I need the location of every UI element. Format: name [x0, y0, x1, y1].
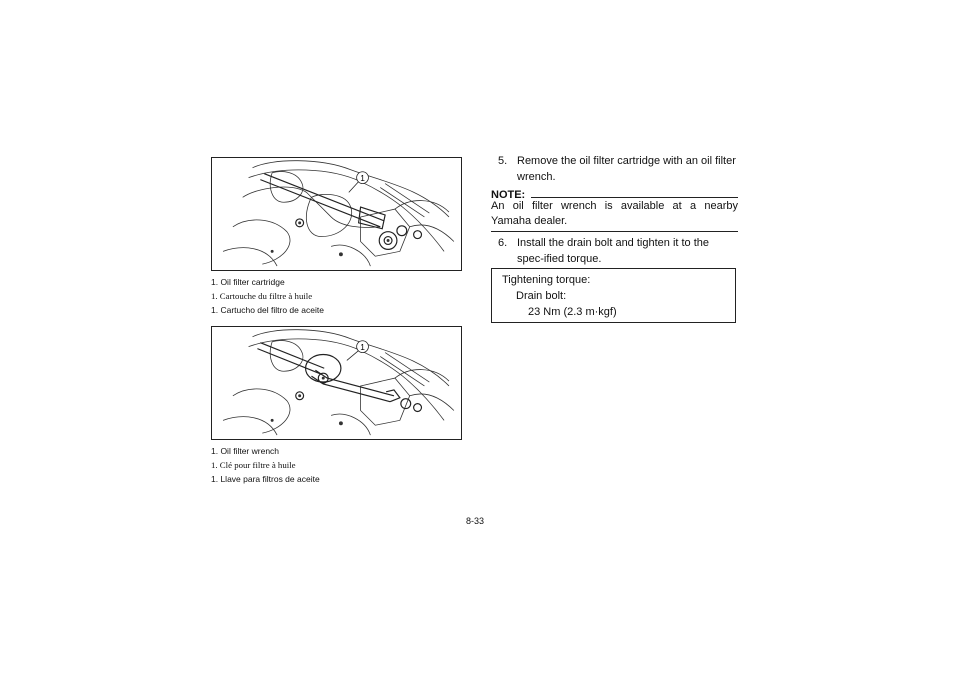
- callout-number: 1: [360, 341, 365, 352]
- caption-english-1: 1. Oil filter cartridge: [211, 277, 285, 287]
- note-bottom-rule: [491, 231, 738, 232]
- caption-english-2: 1. Oil filter wrench: [211, 446, 280, 456]
- caption-french-2: 1. Clé pour filtre à huile: [211, 460, 296, 470]
- step-number: 6.: [498, 237, 508, 249]
- figure-oil-filter-wrench: [211, 326, 462, 440]
- step-number: 5.: [498, 155, 508, 167]
- caption-spanish-1: 1. Cartucho del filtro de aceite: [211, 305, 324, 315]
- engine-illustration-2: [212, 327, 461, 439]
- page-number: 8-33: [466, 516, 485, 526]
- step-6: [498, 235, 738, 267]
- step-text: Remove the oil filter cartridge with an oil filter wrench.: [517, 155, 736, 183]
- caption-french-1: 1. Cartouche du filtre à huile: [211, 291, 313, 301]
- caption-spanish-2: 1. Llave para filtros de aceite: [211, 474, 320, 484]
- engine-illustration-1: [212, 158, 461, 270]
- torque-value: 23 Nm (2.3 m·kgf): [528, 306, 617, 318]
- step-text: Install the drain bolt and tighten it to the spec-ified torque.: [517, 237, 710, 265]
- tightening-torque-box: [491, 268, 736, 323]
- torque-title: Tightening torque:: [502, 274, 591, 286]
- step-5: [498, 153, 738, 185]
- figure-oil-filter-cartridge: [211, 157, 462, 271]
- torque-item: Drain bolt:: [516, 290, 567, 302]
- callout-number: 1: [360, 172, 365, 183]
- note-top-rule: [531, 197, 738, 198]
- note-text: An oil filter wrench is available at a nearby Yamaha dealer.: [491, 200, 738, 227]
- note-label: NOTE:: [491, 189, 526, 201]
